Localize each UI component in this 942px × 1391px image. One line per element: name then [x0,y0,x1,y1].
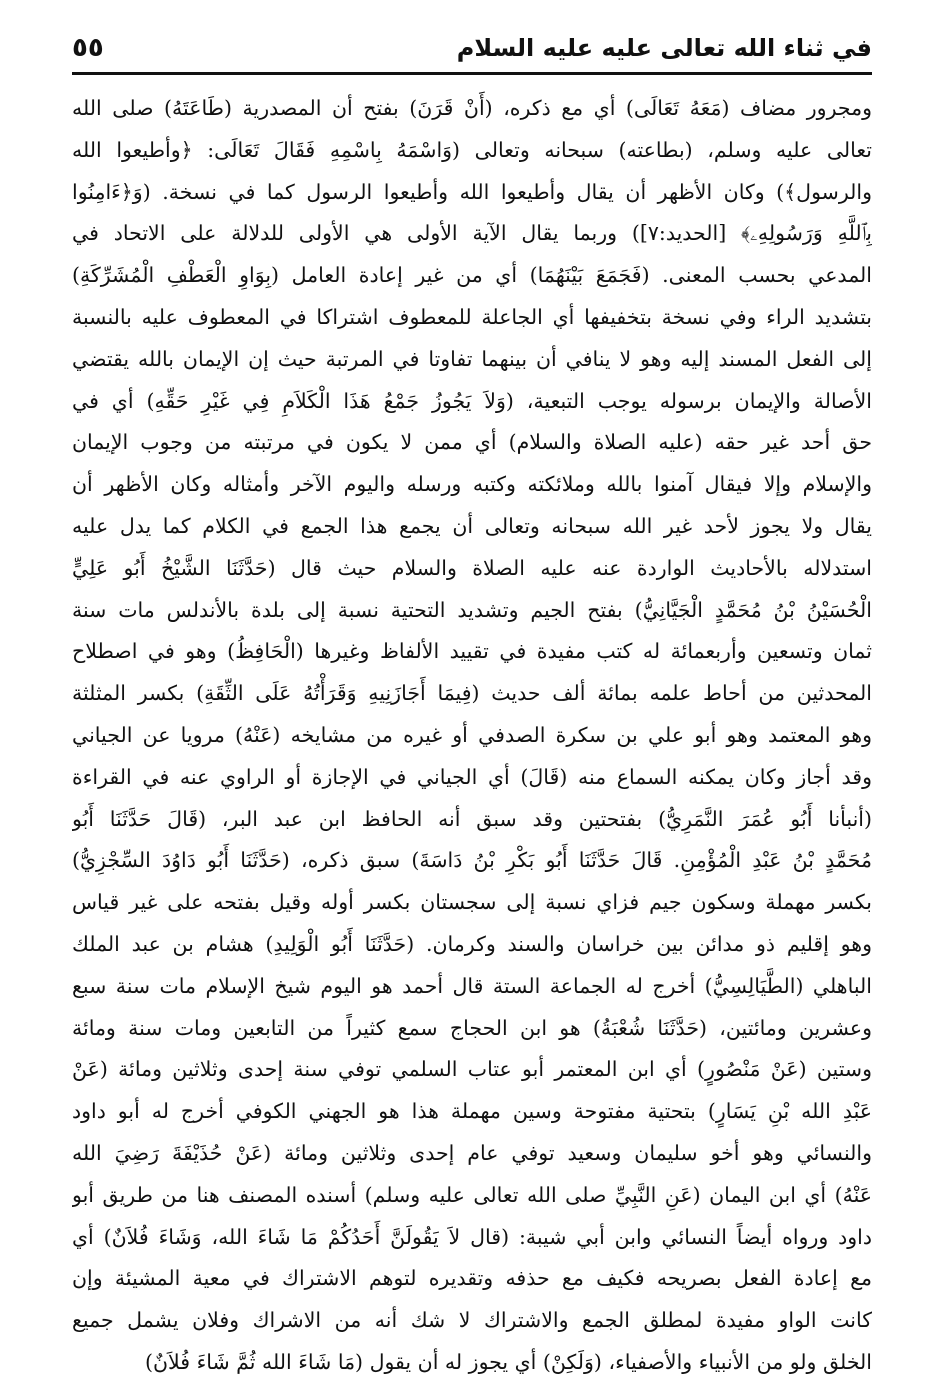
text-line: وقد أجاز وكان يمكنه السماع منه (قَالَ) أي الجياني في الإجازة أو الراوي عنه في القراءة [72,764,872,789]
text-line: والنسائي وهو أخو سليمان وسعيد توفي عام إحدى وثلاثين ومائة (عَنْ حُذَيْفَةَ رَضِيَ الله [72,1140,872,1165]
text-line: وعشرين ومائتين، (حَدَّثَنَا شُعْبَةُ) هو ابن الحجاج سمع كثيراً من التابعين ومات سنة ومائة [72,1015,872,1040]
text-line: (أنبأنا أَبُو عُمَرَ النَّمَرِيُّ) بفتحتين وقد سبق أنه الحافظ ابن عبد البر، (قَالَ حَدَّثَنَا أَبُو [72,806,872,831]
text-line: ومجرور مضاف (مَعَهُ تَعَالَى) أي مع ذكره، (أَنْ قَرَنَ) بفتح أن المصدرية (طَاعَتَهُ) صلى الله [72,96,872,120]
body-text [72,88,872,1384]
running-head: في ثناء الله تعالى عليه عليه السلام [456,34,872,62]
text-line: إلى الفعل المسند إليه وهو لا ينافي أن بينهما تفاوتا في المرتبة حيث إن الإيمان بالله يقتضي [72,346,872,371]
text-line: وستين (عَنْ مَنْصُورٍ) أي ابن المعتمر أبو عتاب السلمي توفي سنة إحدى وثلاثين ومائة (عَنْ [72,1057,872,1082]
text-line: استدلاله بالأحاديث الواردة عنه عليه الصلاة والسلام حيث قال (حَدَّثَنَا الشَّيْخُ أَبُو عَلِيٍّ [72,555,872,580]
text-line: داود ورواه أيضاً النسائي وابن أبي شيبة: (قال لاَ يَقُولَنَّ أَحَدُكُمْ مَا شَاءَ الله، وَشَاءَ فُلاَنٌ) أي [72,1224,872,1249]
text-line: والرسول﴾) وكان الأظهر أن يقال وأطيعوا الله وأطيعوا الرسول كما في نسخة. (وَ﴿ءَامِنُوا [72,179,872,204]
header-rule [72,72,872,75]
text-line: الخلق ولو من الأنبياء والأصفياء، (وَلَكِنْ) أي يجوز له أن يقول (مَا شَاءَ الله ثُمَّ شَاءَ فُلاَنٌ) [144,1349,872,1374]
text-line: بتشديد الراء وفي نسخة بتخفيفها أي الجاعلة للمعطوف اشتراكا في المعطوف عليه بالنسبة [72,304,872,329]
text-line: الأصالة والإيمان برسوله يوجب التبعية، (وَلاَ يَجُوزُ جَمْعُ هَذَا الْكَلاَمِ فِي غَيْرِ حَقِّهِ) أي في [72,388,872,413]
text-line: عَنْهُ) أي ابن اليمان (عَنِ النَّبِيِّ صلى الله تعالى عليه وسلم) أسنده المصنف هنا من طريق أبو [72,1182,872,1207]
page-number: ٥٥ [72,33,104,63]
page-header [72,22,872,66]
text-line: حق أحد غير حقه (عليه الصلاة والسلام) أي ممن لا يكون في مرتبته من وجوب الإيمان [72,430,872,455]
text-line: ثمان وتسعين وأربعمائة له كتب مفيدة في تقييد الألفاظ وغيرها (الْحَافِظُ) وهو في اصطلاح [72,639,872,664]
text-line: الْحُسَيْنُ بْنُ مُحَمَّدٍ الْجَيَّانِيُّ) بفتح الجيم وتشديد التحتية نسبة إلى بلدة بالأندلس مات سنة [72,597,872,622]
text-line: عَبْدِ الله بْنِ يَسَارٍ) بتحتية مفتوحة وسين مهملة هذا هو الجهني الكوفي أخرج له أبو داود [72,1099,872,1124]
text-line: كانت الواو مفيدة لمطلق الجمع والاشتراك لا شك أنه من الاشراك وفلان يشمل جميع [72,1308,872,1333]
text-line: تعالى عليه وسلم، (بطاعته) سبحانه وتعالى (وَاسْمَهُ بِاسْمِهِ فَقَالَ تَعَالَى: ﴿وأطيعوا الله [72,137,872,162]
text-line: المدعي بحسب المعنى. (فَجَمَعَ بَيْنَهُمَا) أي من غير إعادة العامل (بِوَاوِ الْعَطْفِ الْمُشَرِّكَةِ) [72,263,872,288]
text-line: بِٱللَّهِ وَرَسُولِهِۦ﴾ [الحديد:٧]) وربما يقال الآية الأولى هي الأولى للدلالة على الاتحاد في [72,221,872,246]
text-line: الباهلي (الطَّيَالِسِيُّ) أخرج له الجماعة الستة قال أحمد هو اليوم شيخ الإسلام مات سنة سبع [72,973,872,998]
text-line: مع إعادة الفعل بصريحه فكيف مع حذفه وتقديره لتوهم الاشتراك في معية المشيئة وإن [72,1266,872,1291]
text-line: يقال ولا يجوز لأحد غير الله سبحانه وتعالى أن يجمع هذا الجمع في الكلام كما يدل عليه [72,513,872,538]
text-line: وهو المعتمد وهو أبو علي بن سكرة الصدفي أو غيره من مشايخه (عَنْهُ) مرويا عن الجياني [72,722,872,747]
text-line: وهو إقليم ذو مدائن بين خراسان والسند وكرمان. (حَدَّثَنَا أَبُو الْوَلِيدِ) هشام بن عبد الملك [72,931,872,956]
text-line: المحدثين من أحاط علمه بمائة ألف حديث (فِيمَا أَجَازَنِيهِ وَقَرَأْتُهُ عَلَى الثِّقَةِ) بكسر المثلثة [72,681,872,706]
text-line: والإسلام وإلا فيقال آمنوا بالله وملائكته وكتبه ورسله واليوم الآخر وأمثاله وكان الأظهر أن [72,472,872,497]
text-line: مُحَمَّدٍ بْنُ عَبْدِ الْمُؤْمِنِ. قَالَ حَدَّثَنَا أَبُو بَكْرِ بْنُ دَاسَةَ) سبق ذكره، (حَدَّثَنَا أَبُو دَاوُدَ السِّجْزِيُّ) [72,848,872,873]
text-line: بكسر مهملة وسكون جيم فزاي نسبة إلى سجستان بكسر أوله وقيل بفتحه على غير قياس [72,890,872,915]
